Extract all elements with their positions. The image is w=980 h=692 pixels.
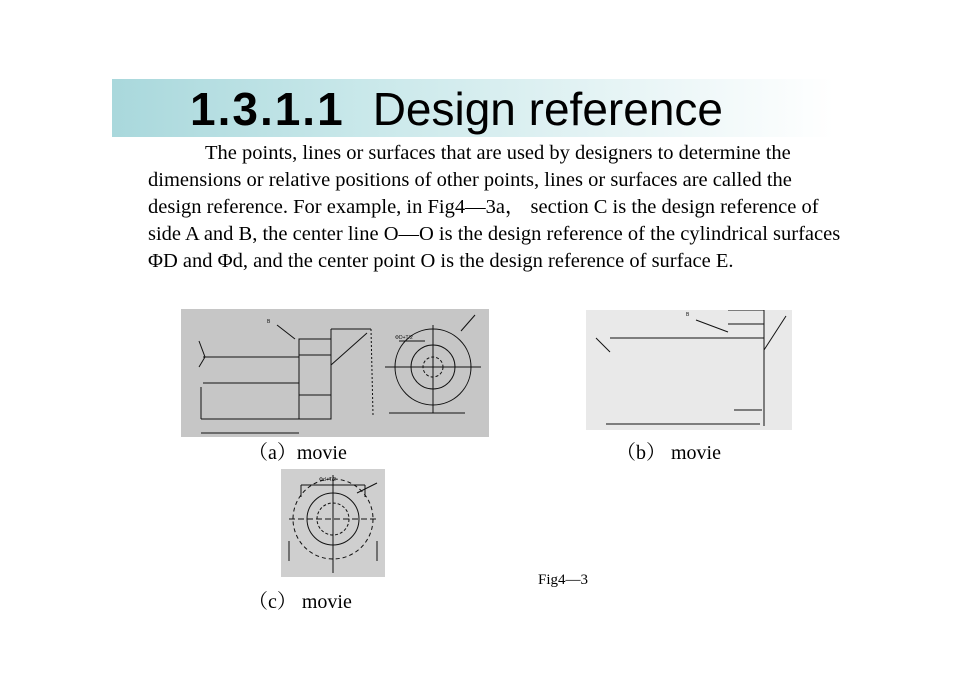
figure-b-caption: （b） movie: [616, 442, 721, 464]
svg-text:B: B: [267, 319, 271, 325]
figure-c-image[interactable]: [281, 469, 385, 577]
body-text: [148, 140, 848, 275]
svg-text:B: B: [686, 312, 690, 318]
figure-number-label: Fig4—3: [538, 572, 589, 588]
svg-text:ΦD+T/2: ΦD+T/2: [395, 335, 413, 341]
slide-title: [190, 80, 723, 138]
figure-c-caption: （c） movie: [248, 591, 352, 613]
section-number: 1.3.1.1: [190, 83, 345, 135]
figure-b-image[interactable]: [586, 310, 792, 430]
section-title: Design reference: [372, 83, 723, 135]
figure-a-caption: （a）movie: [248, 442, 347, 464]
definition-paragraph: The points, lines or surfaces that are used by designers to determine the dimensions or relative positions of other points, lines or surfaces are called the design reference. For example, in Fig4—3a， section C is the design reference of side A and B, the center line O—O is the design reference of the cylindrical surfaces ΦD and Φd, and the center point O is the design reference of surface E.: [148, 142, 841, 272]
svg-text:Φd+T/2: Φd+T/2: [319, 477, 336, 483]
figure-a-image[interactable]: [181, 309, 489, 437]
